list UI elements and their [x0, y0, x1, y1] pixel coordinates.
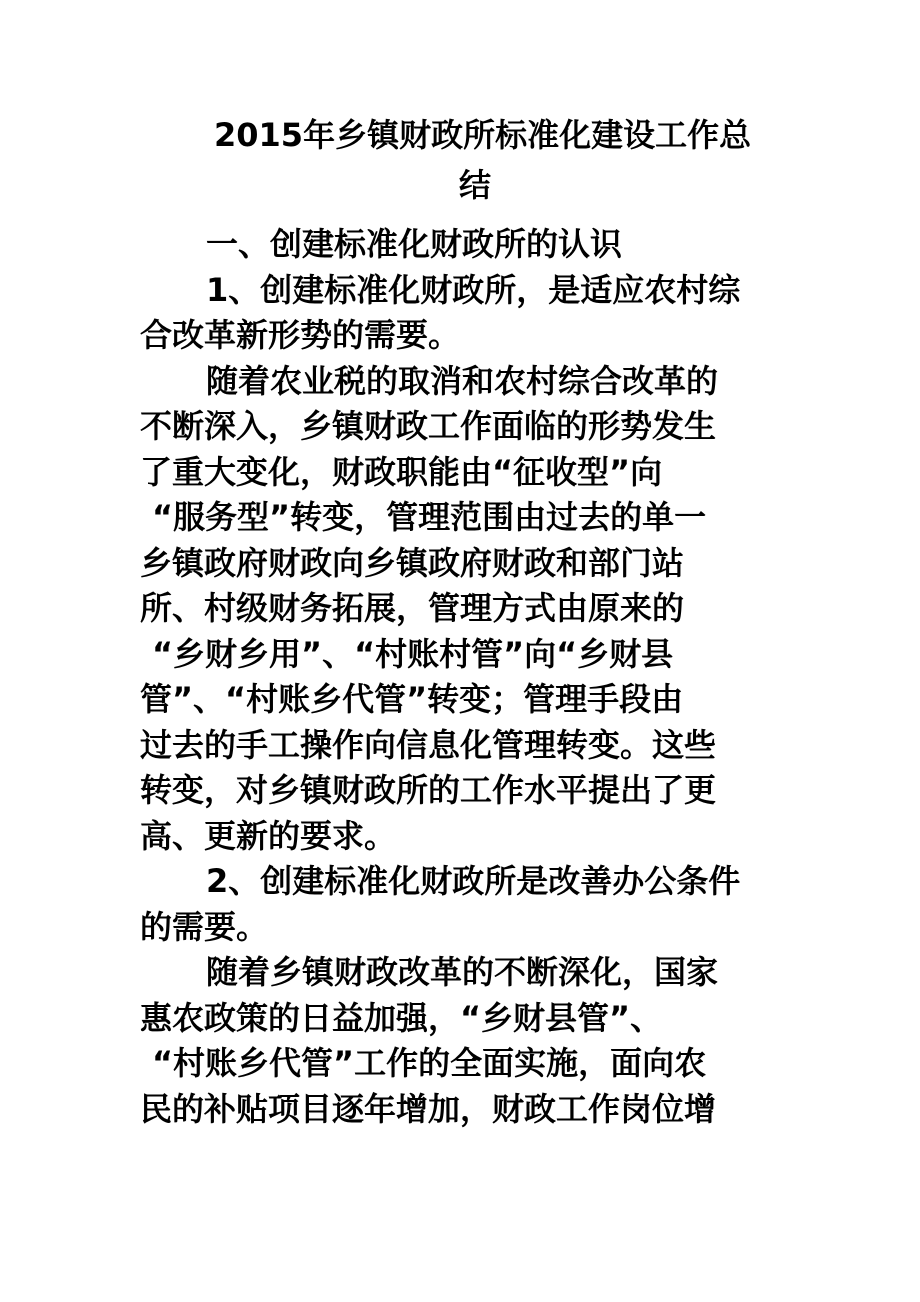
section-heading: 一、创建标准化财政所的认识 [206, 225, 623, 263]
paragraph-line: 的需要。 [140, 907, 269, 946]
paragraph-line: “服务型”转变，管理范围由过去的单一 [152, 498, 707, 536]
paragraph-line: 合改革新形势的需要。 [140, 316, 461, 354]
paragraph-line: 转变，对乡镇财政所的工作水平提出了更 [140, 771, 717, 809]
document-title [140, 110, 800, 210]
paragraph-line: 民的补贴项目逐年增加，财政工作岗位增 [140, 1089, 717, 1128]
paragraph-line: 过去的手工操作向信息化管理转变。这些 [140, 725, 717, 764]
paragraph-line: “乡财乡用”、“村账村管”向“乡财县 [152, 634, 674, 673]
paragraph-line: 惠农政策的日益加强，“乡财县管”、 [140, 998, 663, 1037]
title-line-1: 2015年乡镇财政所标准化建设工作总 [214, 116, 752, 154]
paragraph-line: “村账乡代管”工作的全面实施，面向农 [152, 1044, 707, 1082]
paragraph-line: 了重大变化，财政职能由“征收型”向 [140, 452, 663, 491]
title-line-2: 结 [458, 166, 491, 204]
document-body [140, 222, 780, 1132]
paragraph-line: 不断深入，乡镇财政工作面临的形势发生 [140, 407, 717, 445]
paragraph-line: 所、村级财务拓展，管理方式由原来的 [140, 589, 685, 627]
paragraph-line: 随着乡镇财政改革的不断深化，国家 [206, 953, 719, 991]
paragraph-line: 乡镇政府财政向乡镇政府财政和部门站 [140, 543, 685, 582]
paragraph-line: 管”、“村账乡代管”转变；管理手段由 [140, 680, 684, 718]
paragraph-line: 高、更新的要求。 [140, 816, 397, 855]
paragraph-line: 2、创建标准化财政所是改善办公条件 [206, 862, 741, 900]
paragraph-line: 随着农业税的取消和农村综合改革的 [206, 361, 719, 400]
paragraph-line: 1、创建标准化财政所，是适应农村综 [206, 270, 741, 309]
